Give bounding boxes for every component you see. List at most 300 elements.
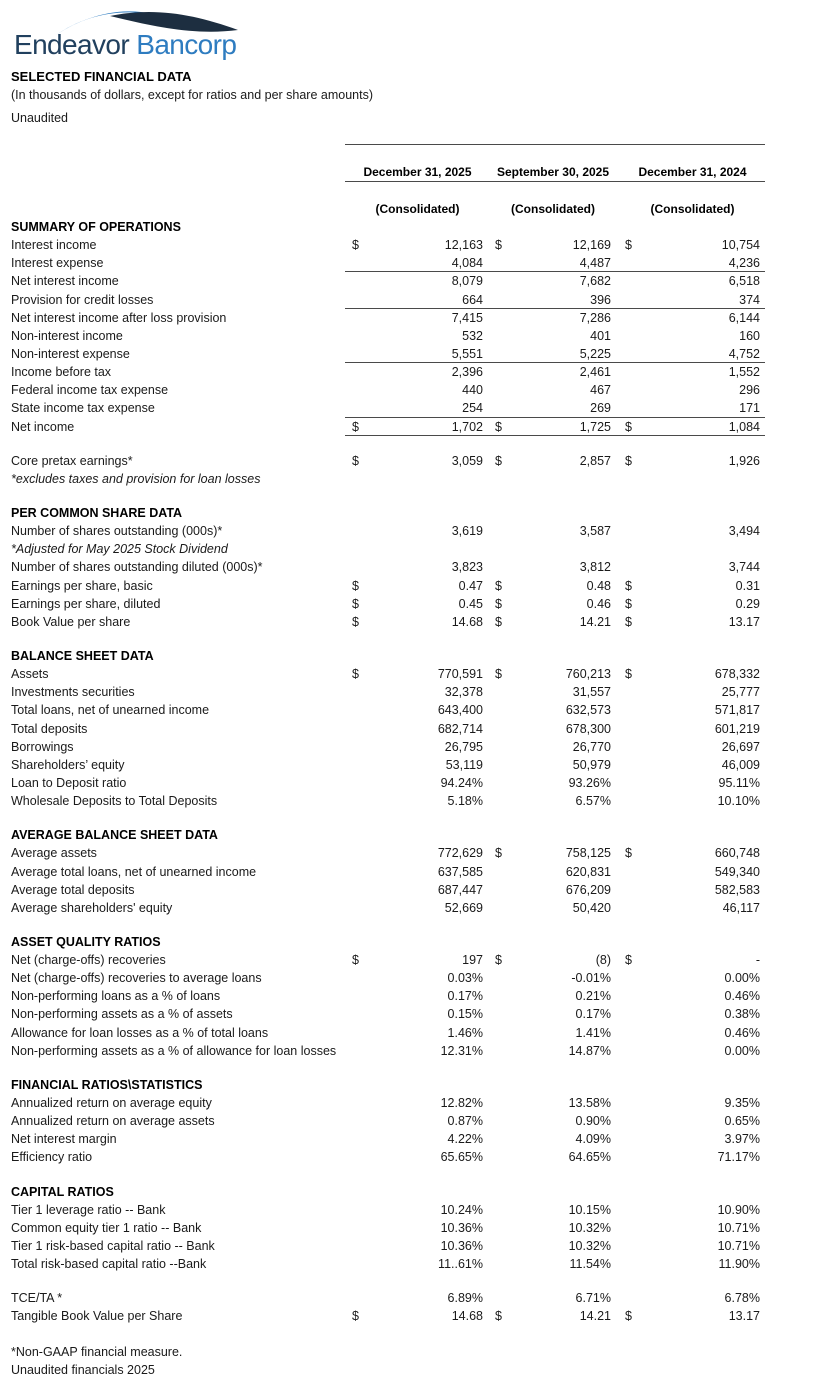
value-cell [352,774,483,792]
dollar-sign: $ [625,578,632,593]
table-row [11,701,767,719]
value: 0.00% [724,971,760,986]
section-heading-row [11,1076,767,1094]
row-values [345,470,765,488]
table-row [11,1005,767,1023]
section-financial-ratios-statistics [11,1076,767,1167]
value-cell [352,701,483,719]
value-cell [495,738,611,756]
value: 10.32% [568,1220,611,1235]
table-row [11,774,767,792]
value-cell [625,309,760,327]
value: 52,669 [444,900,483,915]
row-label: Non-interest expense [11,346,130,361]
value-cell [495,1130,611,1148]
row-values [345,1237,765,1255]
value: 643,400 [437,703,483,718]
row-label: Total loans, net of unearned income [11,703,210,718]
section-capital-ratios [11,1183,767,1274]
row-values [345,969,765,987]
dollar-sign: $ [625,614,632,629]
row-label: Non-performing assets as a % of assets [11,1007,233,1022]
dollar-sign: $ [495,453,502,468]
value-cell [352,1289,483,1307]
value: 664 [462,292,483,307]
dollar-sign: $ [495,846,502,861]
value-cell [495,774,611,792]
value-cell [352,558,483,576]
value: 0.46% [724,1025,760,1040]
row-values [345,595,765,613]
value-cell [495,309,611,327]
value-cell [352,665,483,683]
value: 32,378 [444,685,483,700]
row-label: TCE/TA * [11,1291,63,1306]
value-cell [352,881,483,899]
value-cell [625,291,760,308]
value-cell [625,881,760,899]
value: 676,209 [565,882,611,897]
dollar-sign: $ [352,596,359,611]
value-cell [495,613,611,631]
value: 10.90% [717,1202,760,1217]
value-cell [352,951,483,969]
value-cell [625,1042,760,1060]
value-cell [352,792,483,810]
value: 12.31% [440,1043,483,1058]
value-cell [495,1005,611,1023]
value-cell [352,363,483,381]
row-values [345,738,765,756]
value-cell [495,558,611,576]
value: 6,144 [728,310,760,325]
value-cell [495,1024,611,1042]
value-cell [625,613,760,631]
value: 3,587 [579,524,611,539]
value-cell [352,272,483,290]
value-cell [352,1219,483,1237]
value: 50,979 [572,757,611,772]
value: 396 [590,292,611,307]
table-row [11,309,767,327]
value-cell [352,577,483,595]
value: 1.41% [575,1025,611,1040]
value: 374 [739,292,760,307]
section-heading: FINANCIAL RATIOS\STATISTICS [11,1077,203,1092]
section-summary-of-operations [11,218,767,436]
value: 0.17% [575,1007,611,1022]
dollar-sign: $ [625,953,632,968]
footnote-non-gaap: *Non-GAAP financial measure. [11,1344,183,1359]
value: 678,332 [714,667,760,682]
value-cell [352,1042,483,1060]
value: 682,714 [437,721,483,736]
value: 4,752 [728,346,760,361]
value-cell [495,1042,611,1060]
value-cell [495,399,611,416]
section-heading: ASSET QUALITY RATIOS [11,934,161,949]
section-average-balance-sheet-data [11,826,767,917]
value: 770,591 [437,667,483,682]
row-label: Non-interest income [11,328,123,343]
footnote-unaudited: Unaudited financials 2025 [11,1362,155,1377]
row-label: Income before tax [11,365,112,380]
value: 760,213 [565,667,611,682]
value: 3,744 [728,560,760,575]
value-cell [352,452,483,470]
dollar-sign: $ [625,846,632,861]
row-label: Core pretax earnings* [11,453,133,468]
row-values [345,987,765,1005]
value-cell [495,236,611,254]
dollar-sign: $ [625,419,632,434]
table-row [11,1042,767,1060]
value-cell [625,399,760,416]
value-cell [625,272,760,290]
value-cell [625,1005,760,1023]
row-label: Average total loans, net of unearned income [11,864,257,879]
row-label: Interest expense [11,256,104,271]
page-subtitle: (In thousands of dollars, except for ratios and per share amounts) [11,88,373,102]
dollar-sign: $ [352,419,359,434]
table-row [11,899,767,917]
header-spacer [11,182,345,218]
value-cell [625,969,760,987]
value: 0.21% [575,989,611,1004]
row-values [345,1289,765,1307]
value-cell [352,899,483,917]
row-values [345,899,765,917]
value-cell [625,1094,760,1112]
row-label: Tangible Book Value per Share [11,1309,183,1324]
row-values [345,327,765,345]
column-header-sub-3: (Consolidated) [650,202,735,216]
row-label: Net (charge-offs) recoveries [11,953,166,968]
row-label: Total risk-based capital ratio --Bank [11,1257,207,1272]
value-cell [495,254,611,271]
value: 254 [462,401,483,416]
value-cell [352,969,483,987]
value-cell [352,683,483,701]
row-label: Shareholders’ equity [11,757,125,772]
table-row [11,683,767,701]
row-label: Provision for credit losses [11,292,154,307]
section-heading: BALANCE SHEET DATA [11,648,154,663]
row-values [345,363,765,381]
value: 3,059 [451,453,483,468]
row-label: Net interest income after loss provision [11,310,227,325]
value: 14.68 [451,1309,483,1324]
column-header-date-3: December 31, 2024 [638,165,747,179]
value-cell [625,236,760,254]
dollar-sign: $ [495,614,502,629]
table-row [11,1094,767,1112]
value-cell [495,381,611,399]
value: 5.18% [447,794,483,809]
row-values [345,1112,765,1130]
value: 25,777 [721,685,760,700]
value: 601,219 [714,721,760,736]
row-label: Federal income tax expense [11,383,169,398]
value-cell [625,363,760,381]
value-cell [495,1094,611,1112]
value: 0.15% [447,1007,483,1022]
value: 3.97% [724,1132,760,1147]
row-values [345,720,765,738]
table-header-consolidated-row [11,182,767,218]
value: 8,079 [451,274,483,289]
dollar-sign: $ [495,238,502,253]
row-values [345,844,765,862]
table-row [11,665,767,683]
row-label: Net interest income [11,274,119,289]
value: 10.15% [568,1202,611,1217]
value: 4.22% [447,1132,483,1147]
value: 11.90% [718,1257,760,1272]
row-values [345,522,765,540]
value-cell [625,1289,760,1307]
value-cell [495,863,611,881]
value: 2,396 [451,365,483,380]
value: 3,823 [451,560,483,575]
value-cell [495,720,611,738]
table-row [11,291,767,309]
value: 637,585 [437,864,483,879]
table-row [11,881,767,899]
value: 1,926 [728,453,760,468]
value: 10.32% [568,1239,611,1254]
value: 687,447 [437,882,483,897]
section-heading: AVERAGE BALANCE SHEET DATA [11,828,218,843]
dollar-sign: $ [495,1309,502,1324]
value: 9.35% [724,1096,760,1111]
value-cell [495,577,611,595]
value: -0.01% [571,971,611,986]
value: 571,817 [714,703,760,718]
value: 10.24% [440,1202,483,1217]
table-row [11,720,767,738]
value: 53,119 [445,757,483,772]
value: 26,770 [572,739,611,754]
section-balance-sheet-data [11,647,767,810]
value-cell [352,381,483,399]
value-cell [352,291,483,308]
column-header-sub-1: (Consolidated) [375,202,460,216]
value-cell [495,1237,611,1255]
row-label: Earnings per share, basic [11,578,153,593]
row-values [345,1024,765,1042]
table-row [11,738,767,756]
value-cell [352,1148,483,1166]
value: 6.57% [575,794,611,809]
table-row [11,863,767,881]
section-tangible-capital [11,1289,767,1325]
company-name-endeavor: Endeavor [14,29,130,60]
row-values [345,272,765,290]
company-logo [14,6,254,64]
value-cell [625,1255,760,1273]
row-values [345,1255,765,1273]
row-values [345,1042,765,1060]
dollar-sign: $ [495,667,502,682]
value-cell [495,881,611,899]
row-values [345,683,765,701]
value: 7,682 [579,274,611,289]
value-cell [495,792,611,810]
row-label: State income tax expense [11,401,155,416]
row-values [345,951,765,969]
value: 7,415 [451,310,483,325]
table-row [11,236,767,254]
value-cell [352,327,483,345]
section-heading-row [11,218,767,236]
value-cell [625,522,760,540]
row-values [345,792,765,810]
row-values [345,863,765,881]
row-label: Earnings per share, diluted [11,596,161,611]
value-cell [352,418,483,435]
value-cell [495,1112,611,1130]
value-cell [495,327,611,345]
value: 26,795 [444,739,483,754]
table-row [11,951,767,969]
value: 50,420 [572,900,611,915]
row-label: Average total deposits [11,882,135,897]
table-row [11,1024,767,1042]
section-heading-row [11,826,767,844]
value-cell [625,987,760,1005]
value-cell [352,595,483,613]
dollar-sign: $ [625,453,632,468]
value-cell [352,720,483,738]
table-row [11,558,767,576]
dollar-sign: $ [495,953,502,968]
row-values [345,881,765,899]
row-label: Investments securities [11,685,135,700]
column-header-sub-2: (Consolidated) [511,202,595,216]
dollar-sign: $ [352,453,359,468]
footnotes [11,1343,767,1379]
value: 0.47 [458,578,483,593]
row-label: Net interest margin [11,1132,117,1147]
section-heading-row [11,647,767,665]
value: 10.36% [440,1220,483,1235]
table-row [11,613,767,631]
value-cell [352,309,483,327]
value: 13.58% [568,1096,611,1111]
value-cell [625,1219,760,1237]
value-cell [625,452,760,470]
value: 0.46% [724,989,760,1004]
value-cell [495,595,611,613]
value-cell [625,577,760,595]
value: 93.26% [568,775,611,790]
table-row [11,272,767,290]
value-cell [625,418,760,435]
value: 620,831 [565,864,611,879]
value: 197 [462,953,483,968]
dollar-sign: $ [352,238,359,253]
value: 65.65% [440,1150,483,1165]
value-cell [352,522,483,540]
row-label: Borrowings [11,739,74,754]
value-cell [352,1255,483,1273]
value: 549,340 [714,864,760,879]
value: 6.71% [575,1291,611,1306]
table-row [11,1219,767,1237]
value-cell [352,399,483,416]
value: 1,702 [451,419,483,434]
dollar-sign: $ [352,578,359,593]
row-label: Average assets [11,846,97,861]
value: 14.21 [579,1309,611,1324]
value: 1,552 [728,365,760,380]
value: 26,697 [721,739,760,754]
value: 2,461 [579,365,611,380]
value: 171 [739,401,760,416]
row-label: Wholesale Deposits to Total Deposits [11,794,218,809]
value-cell [352,756,483,774]
row-label: Tier 1 leverage ratio -- Bank [11,1202,166,1217]
value: 1,084 [728,419,760,434]
table-row [11,399,767,417]
row-values [345,558,765,576]
table-row [11,756,767,774]
row-label: Annualized return on average assets [11,1114,215,1129]
row-label: Interest income [11,238,97,253]
row-label: Book Value per share [11,614,131,629]
value-cell [625,1307,760,1325]
company-name [14,29,236,61]
row-values [345,345,765,363]
value-cell [352,1005,483,1023]
value-cell [625,738,760,756]
value: 401 [590,328,611,343]
value-cell [625,381,760,399]
value-cell [352,345,483,362]
value-cell [495,522,611,540]
value-cell [625,720,760,738]
dollar-sign: $ [625,596,632,611]
company-name-bancorp: Bancorp [136,29,237,60]
value: 6,518 [728,274,760,289]
value: 7,286 [579,310,611,325]
value: 758,125 [565,846,611,861]
row-label: Assets [11,667,49,682]
row-values [345,418,765,436]
value-cell [352,254,483,271]
unaudited-label: Unaudited [11,111,68,125]
value: 14.68 [451,614,483,629]
table-row [11,969,767,987]
table-row [11,418,767,436]
value: 6.89% [447,1291,483,1306]
header-spacer [11,144,345,182]
value-cell [625,345,760,362]
dollar-sign: $ [352,614,359,629]
financial-table [11,144,767,1379]
dollar-sign: $ [495,596,502,611]
column-header-date-2: September 30, 2025 [496,165,610,179]
table-row [11,1289,767,1307]
value-cell [495,701,611,719]
table-row [11,363,767,381]
section-core-pretax-earnings [11,452,767,488]
value-cell [495,1148,611,1166]
row-values [345,236,765,254]
value: 440 [462,383,483,398]
value-cell [352,236,483,254]
